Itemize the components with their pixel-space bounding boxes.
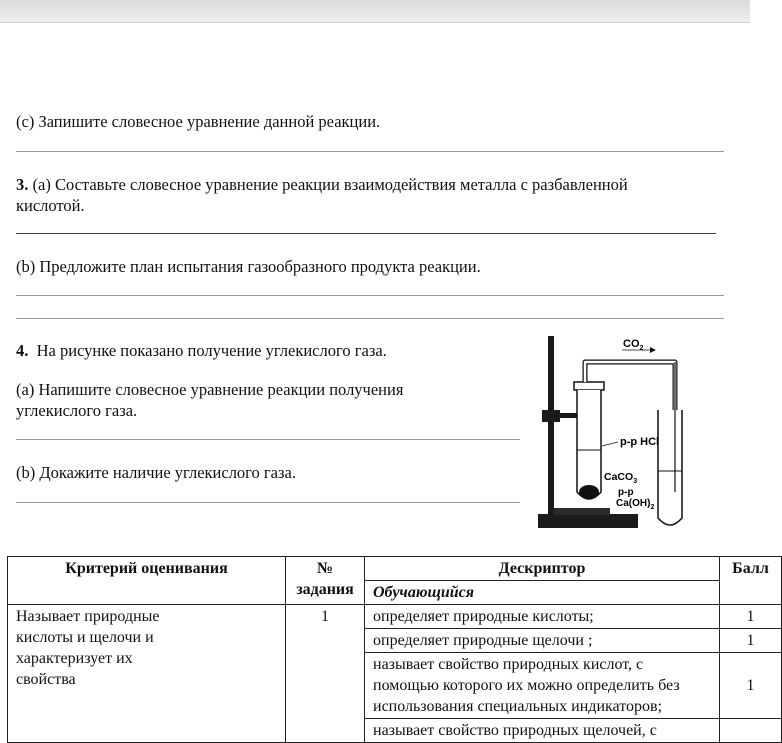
- score-cell: 1: [720, 653, 782, 719]
- answer-line: [16, 502, 520, 503]
- stand-rod: [548, 336, 554, 516]
- table-row: [8, 605, 782, 629]
- answer-line: [16, 439, 520, 440]
- task-number-cell: 1: [286, 605, 365, 743]
- answer-line: [16, 151, 724, 152]
- descriptor-cell: называет свойство природных кислот, с помощью которого их можно определить без использования специальных индикаторов;: [365, 653, 720, 719]
- hcl-label: р-р HCl: [620, 436, 660, 448]
- q3-a-line1: 3. (a) Составьте словесное уравнение реакции взаимодействия металла с разбавленной: [16, 175, 628, 194]
- header-descriptor: Дескриптор: [365, 557, 720, 581]
- co2-apparatus-figure: [530, 332, 748, 532]
- header-task-number: № задания: [286, 557, 365, 605]
- limewater-test-tube: [658, 410, 682, 525]
- q4-a-line1: (a) Напишите словесное уравнение реакции получения: [16, 380, 404, 399]
- answer-line: [16, 318, 724, 319]
- answer-line: [16, 295, 724, 296]
- stand-base-top: [554, 508, 610, 515]
- stand-base: [538, 514, 638, 528]
- q4-a-line2: углекислого газа.: [16, 401, 138, 420]
- caco3-pieces: [579, 485, 599, 499]
- header-criterion: Критерий оценивания: [8, 557, 286, 605]
- q3-b-text: (b) Предложите план испытания газообразного продукта реакции.: [16, 257, 481, 276]
- hcl-pointer: [602, 442, 618, 446]
- descriptor-cell: называет свойство природных щелочей, с: [365, 719, 720, 743]
- q3-a-line2: кислотой.: [16, 196, 85, 215]
- criteria-table: [7, 556, 782, 743]
- descriptor-cell: определяет природные кислоты;: [365, 605, 720, 629]
- q4-number: 4.: [16, 341, 29, 360]
- answer-line: [16, 233, 716, 234]
- q3-number: 3.: [16, 175, 29, 194]
- stand-clamp-block: [542, 410, 560, 422]
- caoh-label-1: р-р: [618, 487, 634, 498]
- table-header-row: [8, 557, 782, 581]
- q4-intro: 4. На рисунке показано получение углекислого газа.: [16, 341, 387, 360]
- co2-arrowhead: [650, 347, 656, 353]
- descriptor-cell: определяет природные щелочи ;: [365, 629, 720, 653]
- stopper: [574, 382, 604, 390]
- caco3-label: CaCO$_3$: [604, 471, 638, 485]
- score-cell: 1: [720, 629, 782, 653]
- score-cell: 1: [720, 605, 782, 629]
- co2-label: $CO_2$: [623, 338, 644, 352]
- score-cell: [720, 719, 782, 743]
- header-student: Обучающийся: [365, 581, 720, 605]
- criterion-cell: Называет природные кислоты и щелочи и характеризует их свойства: [8, 605, 286, 743]
- page-top-bar: [0, 0, 750, 23]
- caoh-label-2: $Ca(OH)_2$: [616, 498, 655, 511]
- q2-c-text: (c) Запишите словесное уравнение данной реакции.: [16, 112, 381, 131]
- q4-b-text: (b) Докажите наличие углекислого газа.: [16, 463, 296, 482]
- header-score: Балл: [720, 557, 782, 605]
- reaction-test-tube: [577, 390, 601, 499]
